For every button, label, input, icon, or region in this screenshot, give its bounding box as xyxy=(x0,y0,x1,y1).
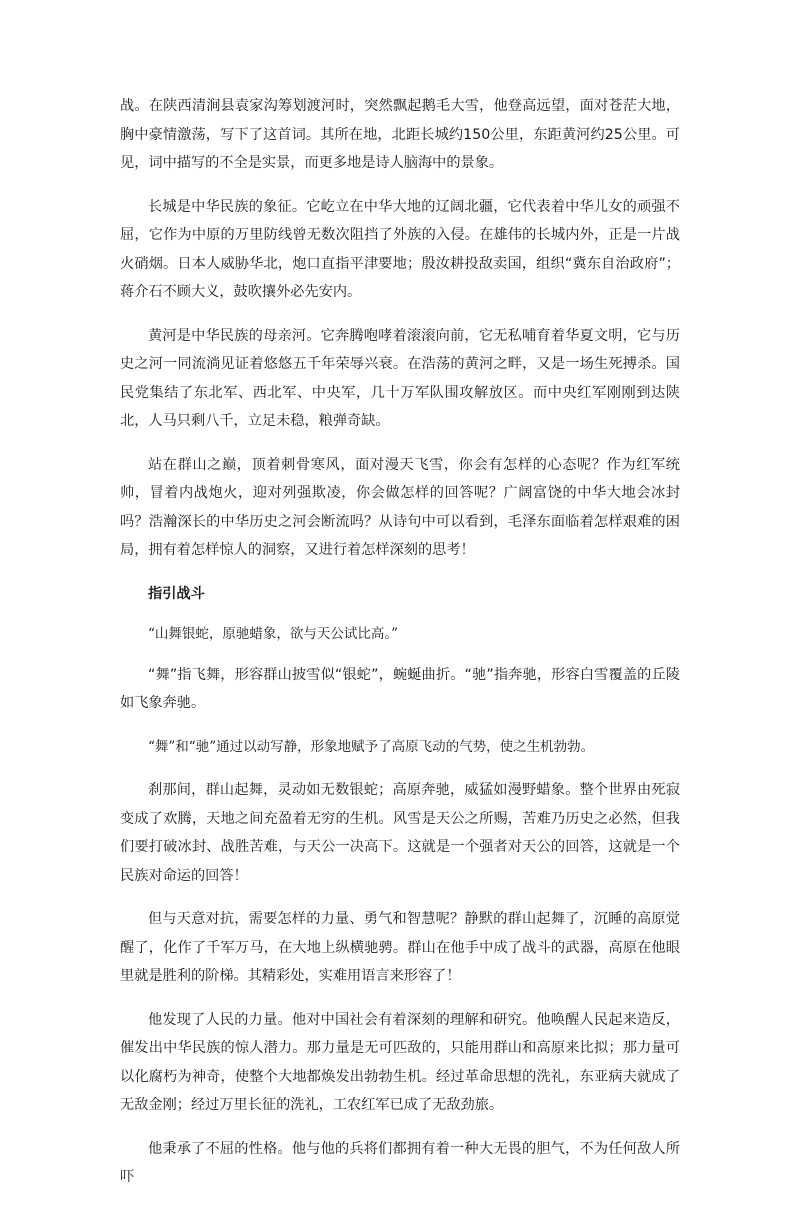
paragraph: 黄河是中华民族的母亲河。它奔腾咆哮着滚滚向前，它无私哺育着华夏文明，它与历史之河一同流淌见证着悠悠五千年荣辱兴衰。在浩荡的黄河之畔，又是一场生死搏杀。国民党集结了东北军、西北军、中央军，几十万军队围攻解放区。而中央红军刚刚到达陕北，人马只剩八千，立足未稳，粮弹奇缺。 xyxy=(120,327,680,429)
section-heading: 指引战斗 xyxy=(148,585,205,602)
paragraph: 战。在陕西清涧县袁家沟筹划渡河时，突然飘起鹅毛大雪，他登高远望，面对苍茫大地，胸中豪情激荡，写下了这首词。其所在地，北距长城约150公里，东距黄河约25公里。可见，词中描写的不全是实景，而更多地是诗人脑海中的景象。 xyxy=(120,98,680,171)
paragraph: “舞”和“驰”通过以动写静，形象地赋予了高原飞动的气势，使之生机勃勃。 xyxy=(148,738,595,755)
paragraph: 他秉承了不屈的性格。他与他的兵将们都拥有着一种大无畏的胆气，不为任何敌人所吓 xyxy=(120,1140,680,1185)
document-body xyxy=(120,92,680,1207)
paragraph: 站在群山之巅，顶着刺骨寒风，面对漫天飞雪，你会有怎样的心态呢？作为红军统帅，冒着内战炮火，迎对列强欺凌，你会做怎样的回答呢？广阔富饶的中华大地会冰封吗？浩瀚深长的中华历史之河会断流吗？从诗句中可以看到，毛泽东面临着怎样艰难的困局，拥有着怎样惊人的洞察，又进行着怎样深刻的思考！ xyxy=(120,456,680,558)
poem-quote: “山舞银蛇，原驰蜡象，欲与天公试比高。” xyxy=(148,626,399,642)
paragraph: “舞”指飞舞，形容群山披雪似“银蛇”，蜿蜒曲折。“驰”指奔驰，形容白雪覆盖的丘陵如飞象奔驰。 xyxy=(120,666,680,711)
paragraph: 他发现了人民的力量。他对中国社会有着深刻的理解和研究。他唤醒人民起来造反，催发出中华民族的惊人潜力。那力量是无可匹敌的，只能用群山和高原来比拟；那力量可以化腐朽为神奇，使整个大地都焕发出勃勃生机。经过革命思想的洗礼，东亚病夫就成了无敌金刚；经过万里长征的洗礼，工农红军已成了无敌劲旅。 xyxy=(120,1011,680,1113)
paragraph: 长城是中华民族的象征。它屹立在中华大地的辽阔北疆，它代表着中华儿女的顽强不屈，它作为中原的万里防线曾无数次阻挡了外族的入侵。在雄伟的长城内外，正是一片战火硝烟。日本人威胁华北，炮口直指平津要地；殷汝耕投敌卖国，组织“冀东自治政府”；蒋介石不顾大义，鼓吹攘外必先安内。 xyxy=(120,198,680,300)
paragraph: 但与天意对抗，需要怎样的力量、勇气和智慧呢？静默的群山起舞了，沉睡的高原觉醒了，化作了千军万马，在大地上纵横驰骋。群山在他手中成了战斗的武器，高原在他眼里就是胜利的阶梯。其精彩处，实难用语言来形容了！ xyxy=(120,911,680,984)
paragraph: 刹那间，群山起舞，灵动如无数银蛇；高原奔驰，威猛如漫野蜡象。整个世界由死寂变成了欢腾，天地之间充盈着无穷的生机。风雪是天公之所赐，苦难乃历史之必然，但我们要打破冰封、战胜苦难，与天公一决高下。这就是一个强者对天公的回答，这就是一个民族对命运的回答！ xyxy=(120,782,680,884)
